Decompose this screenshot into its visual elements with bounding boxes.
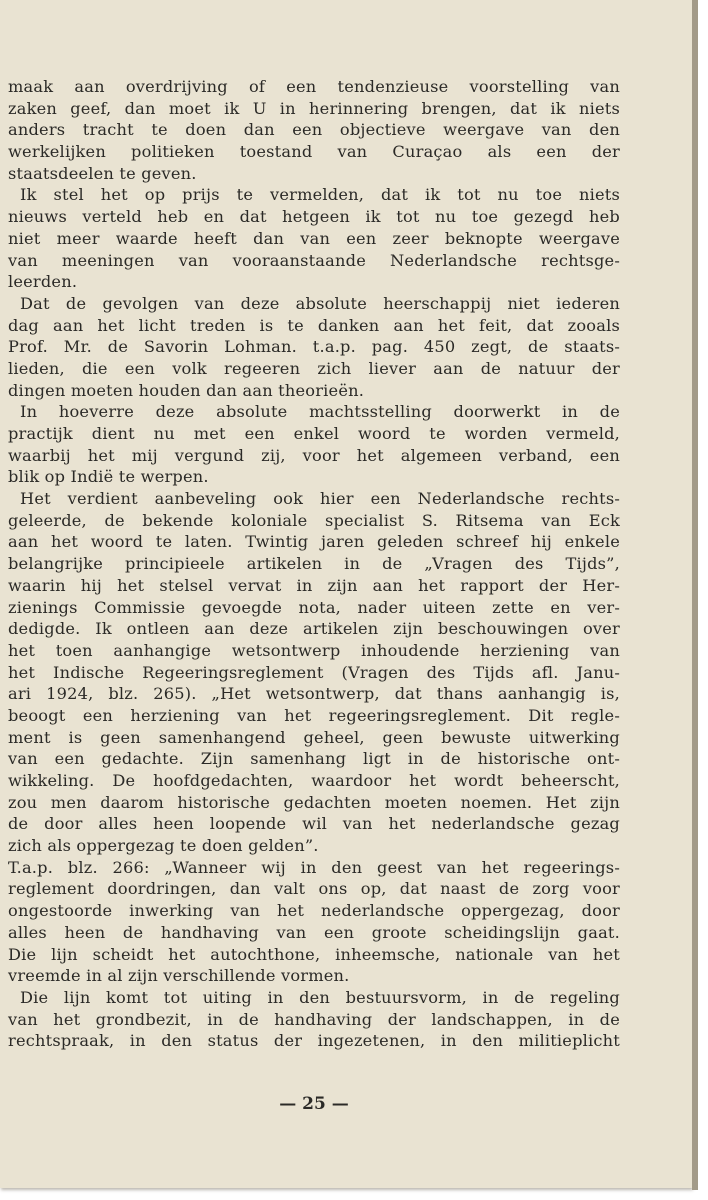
text-line: dingen moeten houden dan aan theorieën.: [8, 380, 365, 400]
text-line: Het verdient aanbeveling ook hier een Nederlandsche rechts-: [20, 489, 620, 509]
text-line: ment is geen samenhangend geheel, geen bewuste uitwerking: [8, 727, 620, 747]
text-line: lieden, die een volk regeeren zich liever aan de natuur der: [8, 358, 620, 378]
text-line: van meeningen van vooraanstaande Nederlandsche rechtsge-: [8, 250, 620, 270]
text-line: niet meer waarde heeft dan van een zeer beknopte weergave: [8, 228, 620, 248]
text-line: vreemde in al zijn verschillende vormen.: [8, 966, 350, 986]
text-line: zaken geef, dan moet ik U in herinnering brengen, dat ik niets: [8, 98, 620, 118]
text-line: zou men daarom historische gedachten moeten noemen. Het zijn: [8, 792, 620, 812]
text-line: alles heen de handhaving van een groote scheidingslijn gaat.: [8, 922, 620, 942]
text-line: van het grondbezit, in de handhaving der landschappen, in de: [8, 1009, 620, 1029]
text-line: het Indische Regeeringsreglement (Vragen des Tijds afl. Janu-: [8, 662, 620, 682]
text-line: Ik stel het op prijs te vermelden, dat ik tot nu toe niets: [20, 185, 620, 205]
text-line: practijk dient nu met een enkel woord te worden vermeld,: [8, 424, 620, 443]
text-line: zienings Commissie gevoegde nota, nader uiteen zette en ver-: [8, 597, 620, 617]
text-line: belangrijke principieele artikelen in de „Vragen des Tijds”,: [8, 554, 620, 574]
text-line: aan het woord te laten. Twintig jaren geleden schreef hij enkele: [8, 532, 620, 552]
text-line: waarbij het mij vergund zij, voor het algemeen verband, een: [8, 445, 620, 465]
text-line: dedigde. Ik ontleen aan deze artikelen zijn beschouwingen over: [8, 619, 620, 639]
text-line: T.a.p. blz. 266: „Wanneer wij in den geest van het regeerings-: [8, 857, 620, 877]
text-line: waarin hij het stelsel vervat in zijn aan het rapport der Her-: [8, 575, 620, 595]
page-number: — 25 —: [279, 1094, 349, 1114]
text-line: zich als oppergezag te doen gelden”.: [8, 836, 319, 856]
text-line: staatsdeelen te geven.: [8, 163, 197, 183]
body-text: [8, 76, 620, 1052]
text-line: rechtspraak, in den status der ingezetenen, in den militieplicht: [8, 1031, 620, 1051]
text-line: maak aan overdrijving of een tendenzieuse voorstelling van: [8, 77, 620, 96]
text-line: werkelijken politieken toestand van Curaçao als een der: [8, 142, 620, 162]
text-line: geleerde, de bekende koloniale specialist S. Ritsema van Eck: [8, 510, 620, 530]
text-line: Die lijn komt tot uiting in den bestuursvorm, in de regeling: [20, 987, 620, 1007]
text-line: beoogt een herziening van het regeeringsreglement. Dit regle-: [8, 705, 620, 725]
text-line: nieuws verteld heb en dat hetgeen ik tot nu toe gezegd heb: [8, 207, 620, 227]
text-line: dag aan het licht treden is te danken aan het feit, dat zooals: [8, 315, 620, 335]
text-line: reglement doordringen, dan valt ons op, dat naast de zorg voor: [8, 879, 620, 899]
text-line: leerden.: [8, 272, 78, 292]
text-line: het toen aanhangige wetsontwerp inhoudende herziening van: [8, 640, 620, 660]
text-line: van een gedachte. Zijn samenhang ligt in de historische ont-: [8, 749, 620, 769]
text-line: anders tracht te doen dan een objectieve weergave van den: [8, 120, 620, 140]
text-line: blik op Indië te werpen.: [8, 467, 209, 487]
text-line: ongestoorde inwerking van het nederlandsche oppergezag, door: [8, 901, 620, 921]
page-edge: [692, 0, 698, 1190]
text-line: ari 1924, blz. 265). „Het wetsontwerp, dat thans aanhangig is,: [8, 684, 620, 704]
text-line: de door alles heen loopende wil van het nederlandsche gezag: [8, 814, 620, 834]
text-line: In hoeverre deze absolute machtsstelling doorwerkt in de: [20, 402, 620, 422]
text-line: wikkeling. De hoofdgedachten, waardoor het wordt beheerscht,: [8, 771, 620, 790]
text-line: Die lijn scheidt het autochthone, inheemsche, nationale van het: [8, 944, 620, 964]
text-line: Dat de gevolgen van deze absolute heerschappij niet iederen: [20, 293, 620, 313]
text-line: Prof. Mr. de Savorin Lohman. t.a.p. pag. 450 zegt, de staats-: [8, 337, 620, 357]
